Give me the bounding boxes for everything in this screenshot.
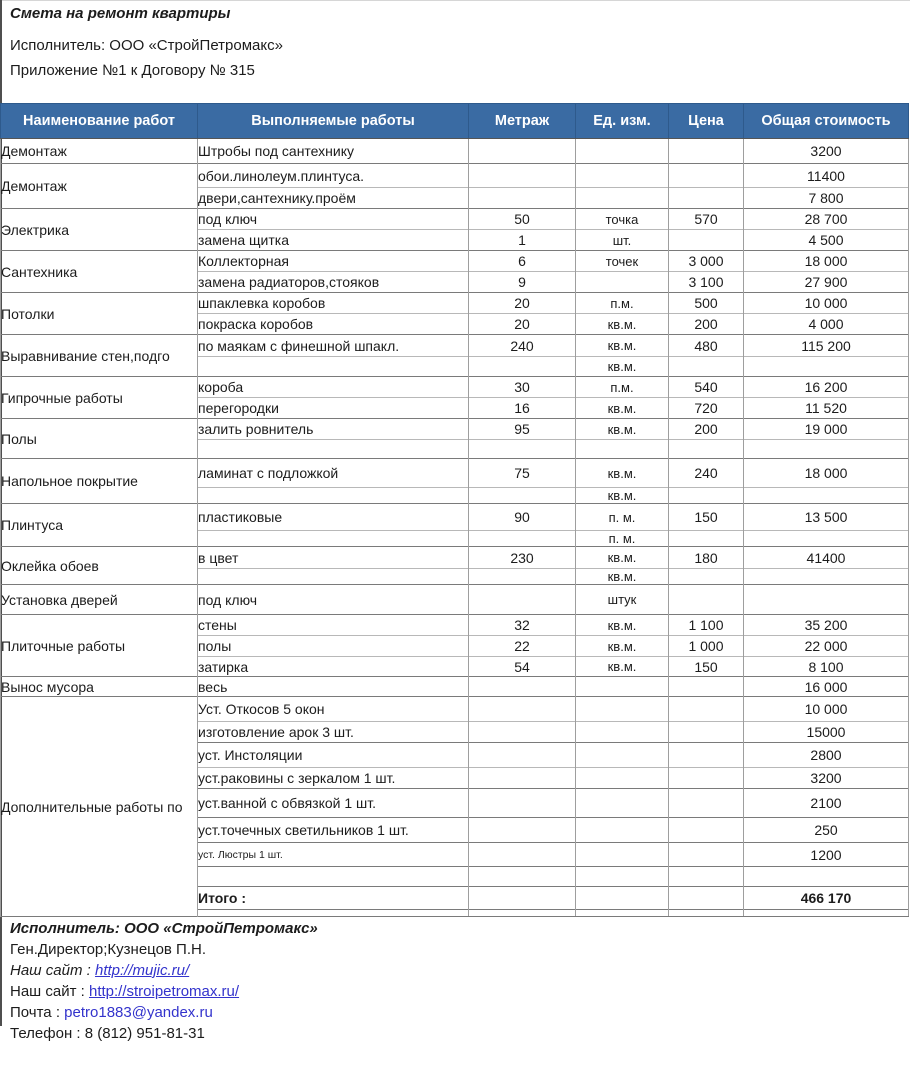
work-cell: [198, 357, 469, 377]
footer-text: Наш сайт :: [10, 962, 95, 979]
qty-cell: 22: [469, 636, 576, 657]
price-cell: [669, 818, 744, 843]
footer-text: Телефон : 8 (812) 951-81-31: [10, 1025, 205, 1042]
unit-cell: кв.м.: [576, 459, 669, 488]
footer-line: [10, 939, 318, 960]
price-cell: [669, 677, 744, 697]
work-cell: [198, 569, 469, 585]
total-cell: 250: [744, 818, 909, 843]
qty-cell: [469, 585, 576, 615]
work-cell: стены: [198, 615, 469, 636]
total-cell: 3200: [744, 139, 909, 164]
footer-text: Исполнитель: ООО «СтройПетромакс»: [10, 920, 318, 937]
group-name-cell: Плиточные работы: [1, 615, 198, 677]
footer-contacts: [10, 918, 318, 1044]
qty-cell: [469, 789, 576, 818]
price-cell: 240: [669, 459, 744, 488]
work-cell: [198, 488, 469, 504]
qty-cell: 32: [469, 615, 576, 636]
page-top-rule: [0, 0, 910, 1]
total-cell: 18 000: [744, 459, 909, 488]
qty-cell: [469, 867, 576, 887]
total-cell: 15000: [744, 722, 909, 743]
price-cell: 720: [669, 398, 744, 419]
work-cell: уст.ванной с обвязкой 1 шт.: [198, 789, 469, 818]
column-header-4: Цена: [669, 104, 744, 139]
qty-cell: [469, 677, 576, 697]
group-name-cell: Полы: [1, 419, 198, 459]
unit-cell: [576, 164, 669, 188]
qty-cell: [469, 569, 576, 585]
qty-cell: [469, 188, 576, 209]
group-name-cell: Электрика: [1, 209, 198, 251]
total-cell: 10 000: [744, 293, 909, 314]
unit-cell: [576, 697, 669, 722]
price-cell: 180: [669, 547, 744, 569]
qty-cell: 20: [469, 293, 576, 314]
price-cell: [669, 531, 744, 547]
unit-cell: штук: [576, 585, 669, 615]
unit-cell: кв.м.: [576, 398, 669, 419]
price-cell: 540: [669, 377, 744, 398]
qty-cell: [469, 164, 576, 188]
total-cell: 1200: [744, 843, 909, 867]
unit-cell: п.м.: [576, 293, 669, 314]
total-cell: [744, 910, 909, 917]
total-cell: [744, 488, 909, 504]
total-cell: [744, 440, 909, 459]
price-cell: [669, 357, 744, 377]
price-cell: [669, 843, 744, 867]
qty-cell: 16: [469, 398, 576, 419]
unit-cell: [576, 789, 669, 818]
unit-cell: кв.м.: [576, 657, 669, 677]
unit-cell: кв.м.: [576, 488, 669, 504]
total-cell: 8 100: [744, 657, 909, 677]
estimate-table: [0, 103, 909, 917]
qty-cell: [469, 488, 576, 504]
price-cell: [669, 768, 744, 789]
price-cell: 150: [669, 657, 744, 677]
price-cell: 570: [669, 209, 744, 230]
total-cell: 41400: [744, 547, 909, 569]
price-cell: [669, 722, 744, 743]
qty-cell: [469, 843, 576, 867]
work-cell: перегородки: [198, 398, 469, 419]
group-name-cell: Дополнительные работы по: [1, 697, 198, 917]
work-cell: уст. Люстры 1 шт.: [198, 843, 469, 867]
unit-cell: п. м.: [576, 504, 669, 531]
total-cell: [744, 867, 909, 887]
unit-cell: [576, 887, 669, 910]
unit-cell: точка: [576, 209, 669, 230]
price-cell: 3 100: [669, 272, 744, 293]
qty-cell: 90: [469, 504, 576, 531]
qty-cell: 240: [469, 335, 576, 357]
group-name-cell: Вынос мусора: [1, 677, 198, 697]
work-cell: [198, 910, 469, 917]
qty-cell: 6: [469, 251, 576, 272]
total-cell: 10 000: [744, 697, 909, 722]
page-title: Смета на ремонт квартиры: [10, 5, 231, 22]
group-name-cell: Напольное покрытие: [1, 459, 198, 504]
table-header: [1, 104, 909, 139]
work-cell: уст.раковины с зеркалом 1 шт.: [198, 768, 469, 789]
group-name-cell: Установка дверей: [1, 585, 198, 615]
work-cell: Коллекторная: [198, 251, 469, 272]
qty-cell: [469, 357, 576, 377]
group-name-cell: Демонтаж: [1, 139, 198, 164]
group-name-cell: Сантехника: [1, 251, 198, 293]
work-cell: покраска коробов: [198, 314, 469, 335]
total-cell: 3200: [744, 768, 909, 789]
email-link[interactable]: petro1883@yandex.ru: [64, 1004, 213, 1021]
price-cell: 200: [669, 314, 744, 335]
unit-cell: [576, 188, 669, 209]
price-cell: [669, 440, 744, 459]
group-name-cell: Потолки: [1, 293, 198, 335]
work-cell: уст. Инстоляции: [198, 743, 469, 768]
work-cell: пластиковые: [198, 504, 469, 531]
work-cell: [198, 531, 469, 547]
price-cell: 480: [669, 335, 744, 357]
qty-cell: 50: [469, 209, 576, 230]
qty-cell: [469, 818, 576, 843]
price-cell: [669, 887, 744, 910]
unit-cell: п.м.: [576, 377, 669, 398]
unit-cell: [576, 843, 669, 867]
site-link-stroipetromax[interactable]: http://stroipetromax.ru/: [88, 983, 240, 1000]
price-cell: [669, 789, 744, 818]
qty-cell: [469, 697, 576, 722]
footer-text: Наш сайт :: [10, 983, 89, 1000]
total-cell: 4 500: [744, 230, 909, 251]
unit-cell: [576, 272, 669, 293]
unit-cell: шт.: [576, 230, 669, 251]
qty-cell: 230: [469, 547, 576, 569]
total-cell: 7 800: [744, 188, 909, 209]
price-cell: 3 000: [669, 251, 744, 272]
column-header-0: Наименование работ: [1, 104, 198, 139]
qty-cell: [469, 887, 576, 910]
unit-cell: п. м.: [576, 531, 669, 547]
work-cell: двери,сантехнику.проём: [198, 188, 469, 209]
price-cell: [669, 910, 744, 917]
price-cell: [669, 697, 744, 722]
unit-cell: кв.м.: [576, 569, 669, 585]
work-cell: [198, 440, 469, 459]
unit-cell: [576, 440, 669, 459]
unit-cell: кв.м.: [576, 547, 669, 569]
work-cell: под ключ: [198, 209, 469, 230]
price-cell: 500: [669, 293, 744, 314]
total-cell: 22 000: [744, 636, 909, 657]
total-cell: 2800: [744, 743, 909, 768]
total-cell: 27 900: [744, 272, 909, 293]
unit-cell: кв.м.: [576, 636, 669, 657]
total-cell: 28 700: [744, 209, 909, 230]
total-cell: 19 000: [744, 419, 909, 440]
qty-cell: 95: [469, 419, 576, 440]
unit-cell: кв.м.: [576, 335, 669, 357]
group-name-cell: Оклейка обоев: [1, 547, 198, 585]
work-cell: полы: [198, 636, 469, 657]
total-cell: [744, 357, 909, 377]
work-cell: весь: [198, 677, 469, 697]
column-header-3: Ед. изм.: [576, 104, 669, 139]
work-cell: изготовление арок 3 шт.: [198, 722, 469, 743]
total-cell: [744, 585, 909, 615]
group-name-cell: Плинтуса: [1, 504, 198, 547]
work-cell: замена щитка: [198, 230, 469, 251]
total-cell: 13 500: [744, 504, 909, 531]
contractor-line: Исполнитель: ООО «СтройПетромакс»: [10, 37, 283, 54]
unit-cell: кв.м.: [576, 615, 669, 636]
work-cell: шпаклевка коробов: [198, 293, 469, 314]
work-cell: Уст. Откосов 5 окон: [198, 697, 469, 722]
qty-cell: 75: [469, 459, 576, 488]
total-cell: 2100: [744, 789, 909, 818]
qty-cell: [469, 910, 576, 917]
price-cell: [669, 867, 744, 887]
total-cell: 4 000: [744, 314, 909, 335]
column-header-1: Выполняемые работы: [198, 104, 469, 139]
total-cell: 16 000: [744, 677, 909, 697]
footer-text: Почта :: [10, 1004, 65, 1021]
qty-cell: [469, 531, 576, 547]
group-name-cell: Демонтаж: [1, 164, 198, 209]
work-cell: залить ровнитель: [198, 419, 469, 440]
qty-cell: [469, 743, 576, 768]
work-cell: Штробы под сантехнику: [198, 139, 469, 164]
total-cell: 35 200: [744, 615, 909, 636]
price-cell: 200: [669, 419, 744, 440]
price-cell: [669, 569, 744, 585]
work-cell: [198, 867, 469, 887]
unit-cell: кв.м.: [576, 357, 669, 377]
work-cell: уст.точечных светильников 1 шт.: [198, 818, 469, 843]
unit-cell: кв.м.: [576, 314, 669, 335]
unit-cell: точек: [576, 251, 669, 272]
work-cell: ламинат с подложкой: [198, 459, 469, 488]
price-cell: [669, 139, 744, 164]
price-cell: [669, 164, 744, 188]
attachment-line: Приложение №1 к Договору № 315: [10, 62, 255, 79]
price-cell: [669, 230, 744, 251]
work-cell: затирка: [198, 657, 469, 677]
qty-cell: [469, 722, 576, 743]
unit-cell: [576, 768, 669, 789]
footer-line: [10, 960, 318, 981]
column-header-5: Общая стоимость: [744, 104, 909, 139]
site-link-mujic[interactable]: http://mujic.ru/: [94, 962, 190, 979]
work-cell: обои.линолеум.плинтуса.: [198, 164, 469, 188]
qty-cell: [469, 768, 576, 789]
unit-cell: кв.м.: [576, 419, 669, 440]
work-cell: Итого :: [198, 887, 469, 910]
total-cell: 18 000: [744, 251, 909, 272]
work-cell: под ключ: [198, 585, 469, 615]
unit-cell: [576, 910, 669, 917]
qty-cell: 9: [469, 272, 576, 293]
work-cell: по маякам с финешной шпакл.: [198, 335, 469, 357]
total-cell: 115 200: [744, 335, 909, 357]
work-cell: замена радиаторов,стояков: [198, 272, 469, 293]
group-name-cell: Гипрочные работы: [1, 377, 198, 419]
footer-line: [10, 1002, 318, 1023]
total-cell: 466 170: [744, 887, 909, 910]
qty-cell: [469, 139, 576, 164]
price-cell: [669, 488, 744, 504]
unit-cell: [576, 743, 669, 768]
price-cell: [669, 743, 744, 768]
work-cell: короба: [198, 377, 469, 398]
unit-cell: [576, 867, 669, 887]
price-cell: [669, 585, 744, 615]
footer-line: [10, 981, 318, 1002]
qty-cell: [469, 440, 576, 459]
column-header-2: Метраж: [469, 104, 576, 139]
price-cell: 150: [669, 504, 744, 531]
work-cell: в цвет: [198, 547, 469, 569]
unit-cell: [576, 818, 669, 843]
footer-text: Ген.Директор;Кузнецов П.Н.: [10, 941, 207, 958]
total-cell: [744, 531, 909, 547]
group-name-cell: Выравнивание стен,подго: [1, 335, 198, 377]
unit-cell: [576, 139, 669, 164]
qty-cell: 30: [469, 377, 576, 398]
qty-cell: 54: [469, 657, 576, 677]
qty-cell: 1: [469, 230, 576, 251]
footer-line: [10, 1023, 318, 1044]
total-cell: 11400: [744, 164, 909, 188]
price-cell: 1 000: [669, 636, 744, 657]
price-cell: [669, 188, 744, 209]
unit-cell: [576, 722, 669, 743]
total-cell: 11 520: [744, 398, 909, 419]
total-cell: [744, 569, 909, 585]
total-cell: 16 200: [744, 377, 909, 398]
unit-cell: [576, 677, 669, 697]
qty-cell: 20: [469, 314, 576, 335]
footer-line: [10, 918, 318, 939]
price-cell: 1 100: [669, 615, 744, 636]
